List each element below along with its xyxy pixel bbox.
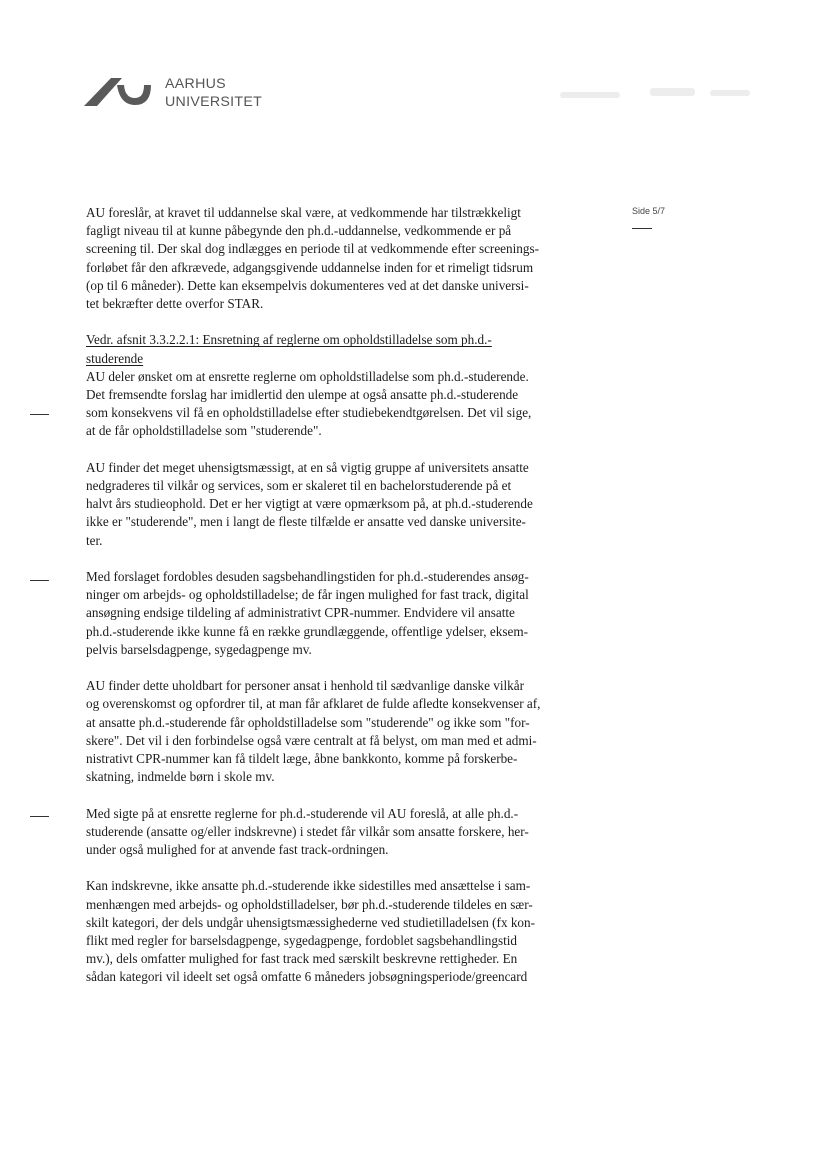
margin-mark bbox=[30, 414, 49, 415]
text-line: tet bekræfter dette overfor STAR. bbox=[86, 296, 264, 312]
text-line: som konsekvens vil få en opholdstilladelse efter studiebekendtgørelsen. Det vil sige, bbox=[86, 405, 532, 421]
scan-artifact bbox=[560, 92, 620, 98]
text-line: ansøgning endsige tildeling af administrativt CPR-nummer. Endvidere vil ansatte bbox=[86, 605, 515, 621]
document-body bbox=[86, 204, 616, 1005]
scan-artifact bbox=[710, 90, 750, 96]
text-line: forløbet får den afkrævede, adgangsgivende uddannelse inden for et rimeligt tidsrum bbox=[86, 259, 534, 275]
text-line: Det fremsendte forslag har imidlertid den ulempe at også ansatte ph.d.-studerende bbox=[86, 387, 519, 403]
text-line: (op til 6 måneder). Dette kan eksempelvis dokumenteres ved at det danske universi- bbox=[86, 277, 529, 293]
logo-line-2: UNIVERSITET bbox=[165, 93, 263, 110]
text-line: under også mulighed for at anvende fast track-ordningen. bbox=[86, 842, 389, 858]
paragraph-forslag-ansatte-forskere bbox=[86, 805, 616, 860]
heading-line: Vedr. afsnit 3.3.2.2.1: Ensretning af reglerne om opholdstilladelse som ph.d.- bbox=[86, 332, 492, 348]
section-heading bbox=[86, 331, 616, 367]
text-line: nedgraderes til vilkår og services, som er skaleret til en bachelorstuderende på et bbox=[86, 478, 512, 494]
text-line: pelvis barselsdagpenge, sygedagpenge mv. bbox=[86, 641, 312, 657]
text-line: nistrativt CPR-nummer kan få tildelt læge, åbne bankkonto, komme på forskerbe- bbox=[86, 751, 518, 767]
text-line: ph.d.-studerende ikke kunne få en række grundlæggende, offentlige ydelser, eksem- bbox=[86, 623, 528, 639]
text-line: at de får opholdstilladelse som "studerende". bbox=[86, 423, 322, 439]
page-number: Side 5/7 bbox=[632, 206, 666, 216]
text-line: studerende (ansatte og/eller indskrevne) i stedet får vilkår som ansatte forskere, her- bbox=[86, 823, 529, 839]
paragraph-uholdbart bbox=[86, 677, 616, 786]
margin-mark bbox=[30, 580, 49, 581]
logo-wordmark bbox=[165, 76, 262, 111]
text-line: skatning, indmelde børn i skole mv. bbox=[86, 769, 275, 785]
paragraph-ensretning bbox=[86, 331, 616, 440]
text-line: flikt med regler for barselsdagpenge, sygedagpenge, fordoblet sagsbehandlingstid bbox=[86, 933, 518, 949]
text-line: AU deler ønsket om at ensrette reglerne om opholdstilladelse som ph.d.-studerende. bbox=[86, 368, 529, 384]
text-line: halvt års studieophold. Det er her vigtigt at være opmærksom på, at ph.d.-studerende bbox=[86, 496, 533, 512]
text-line: fagligt niveau til at kunne påbegynde den ph.d.-uddannelse, vedkommende er på bbox=[86, 223, 512, 239]
text-line: sådan kategori vil ideelt set også omfatte 6 måneders jobsøgningsperiode/greencard bbox=[86, 969, 528, 985]
text-line: menhængen med arbejds- og opholdstilladelser, bør ph.d.-studerende tildeles en sær- bbox=[86, 896, 533, 912]
paragraph-uddannelseskrav bbox=[86, 204, 616, 313]
text-line: mv.), dels omfatter mulighed for fast track med særskilt beskrevne rettigheder. En bbox=[86, 951, 518, 967]
text-line: ikke er "studerende", men i langt de fleste tilfælde er ansatte ved danske universite- bbox=[86, 514, 526, 530]
logo-line-1: AARHUS bbox=[165, 76, 226, 92]
text-line: Med sigte på at ensrette reglerne for ph.d.-studerende vil AU foreslå, at alle ph.d.- bbox=[86, 805, 519, 821]
page-number-rule bbox=[632, 228, 652, 229]
margin-mark bbox=[30, 816, 49, 817]
aarhus-university-logo-icon bbox=[84, 72, 154, 108]
text-line: at ansatte ph.d.-studerende får opholdstilladelse som "studerende" og ikke som "for- bbox=[86, 714, 530, 730]
text-line: Kan indskrevne, ikke ansatte ph.d.-studerende ikke sidestilles med ansættelse i sam- bbox=[86, 878, 531, 894]
text-line: Med forslaget fordobles desuden sagsbehandlingstiden for ph.d.-studerendes ansøg- bbox=[86, 569, 529, 585]
text-line: ter. bbox=[86, 532, 103, 548]
scan-artifact bbox=[650, 88, 695, 96]
heading-line: studerende bbox=[86, 350, 144, 366]
text-line: ninger om arbejds- og opholdstilladelse; de får ingen mulighed for fast track, digital bbox=[86, 587, 529, 603]
text-line: AU foreslår, at kravet til uddannelse skal være, at vedkommende har tilstrækkeligt bbox=[86, 205, 521, 220]
paragraph-saerskilt-kategori bbox=[86, 877, 616, 986]
paragraph-sagsbehandlingstid bbox=[86, 568, 616, 659]
paragraph-uhensigtsmaessigt bbox=[86, 459, 616, 550]
text-line: AU finder dette uholdbart for personer ansat i henhold til sædvanlige danske vilkår bbox=[86, 678, 525, 694]
text-line: og overenskomst og opfordrer til, at man får afklaret de fulde afledte konsekvenser af, bbox=[86, 696, 541, 712]
text-line: screening til. Der skal dog indlægges en periode til at vedkommende efter screenings- bbox=[86, 241, 539, 257]
text-line: skilt kategori, der dels undgår uhensigtsmæssighederne ved studietilladelsen (fx kon- bbox=[86, 914, 536, 930]
text-line: AU finder det meget uhensigtsmæssigt, at en så vigtig gruppe af universitets ansatte bbox=[86, 459, 529, 475]
text-line: skere". Det vil i den forbindelse også være centralt at få belyst, om man med et admi- bbox=[86, 732, 537, 748]
